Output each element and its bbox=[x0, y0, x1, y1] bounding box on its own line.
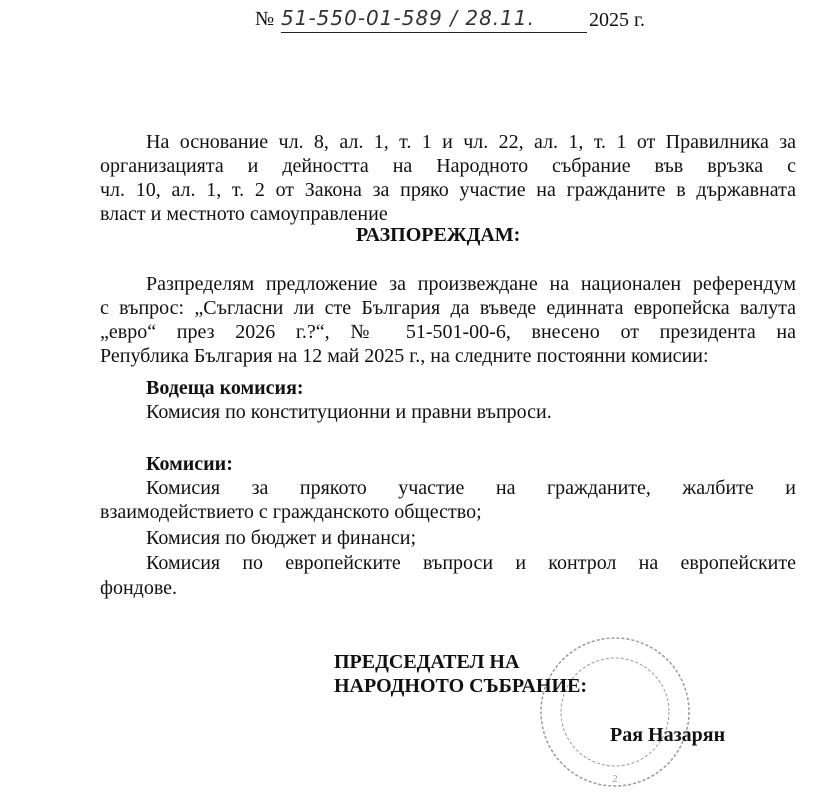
preamble-line: На основание чл. 8, ал. 1, т. 1 и чл. 22, ал. 1, т. 1 от Правилника за bbox=[146, 131, 796, 153]
committees-label: Комисии: bbox=[146, 453, 233, 475]
distribution-line: с въпрос: „Съгласни ли сте България да въведе единната европейска валута bbox=[100, 297, 796, 319]
committee-item: Комисия за прякото участие на гражданите, жалбите и bbox=[146, 477, 796, 499]
document-number bbox=[255, 6, 655, 36]
signatory-title-line2: НАРОДНОТО СЪБРАНИЕ: bbox=[334, 675, 588, 697]
signatory-name: Рая Назарян bbox=[610, 724, 726, 746]
committee-item-cont: фондове. bbox=[100, 577, 178, 599]
distribution-line: „евро“ през 2026 г.?“, № 51-501-00-6, внесено от президента на bbox=[100, 321, 796, 343]
number-underline bbox=[281, 32, 587, 33]
order-heading: РАЗПОРЕЖДАМ: bbox=[356, 224, 521, 246]
official-stamp bbox=[535, 630, 695, 795]
preamble-line: организацията и дейността на Народното събрание във връзка с bbox=[100, 155, 796, 177]
handwritten-reg-number: 51-550-01-589 / 28.11. bbox=[281, 6, 535, 30]
svg-text:2: 2 bbox=[612, 773, 618, 785]
number-sign: № bbox=[255, 8, 275, 30]
distribution-line: Република България на 12 май 2025 г., на следните постоянни комисии: bbox=[100, 345, 709, 367]
committee-item: Комисия по бюджет и финанси; bbox=[146, 527, 417, 549]
preamble-line: власт и местното самоуправление bbox=[100, 203, 388, 225]
committee-item: Комисия по европейските въпроси и контрол на европейските bbox=[146, 552, 796, 574]
committee-item-cont: взаимодействието с гражданското общество; bbox=[100, 501, 482, 523]
document-year: 2025 г. bbox=[589, 9, 645, 31]
lead-committee-label: Водеща комисия: bbox=[146, 377, 304, 399]
lead-committee-name: Комисия по конституционни и правни въпроси. bbox=[146, 401, 552, 423]
signatory-title-line1: ПРЕДСЕДАТЕЛ НА bbox=[334, 651, 520, 673]
preamble-line: чл. 10, ал. 1, т. 2 от Закона за пряко участие на гражданите в държавната bbox=[100, 179, 796, 201]
distribution-line: Разпределям предложение за произвеждане на национален референдум bbox=[146, 273, 796, 295]
